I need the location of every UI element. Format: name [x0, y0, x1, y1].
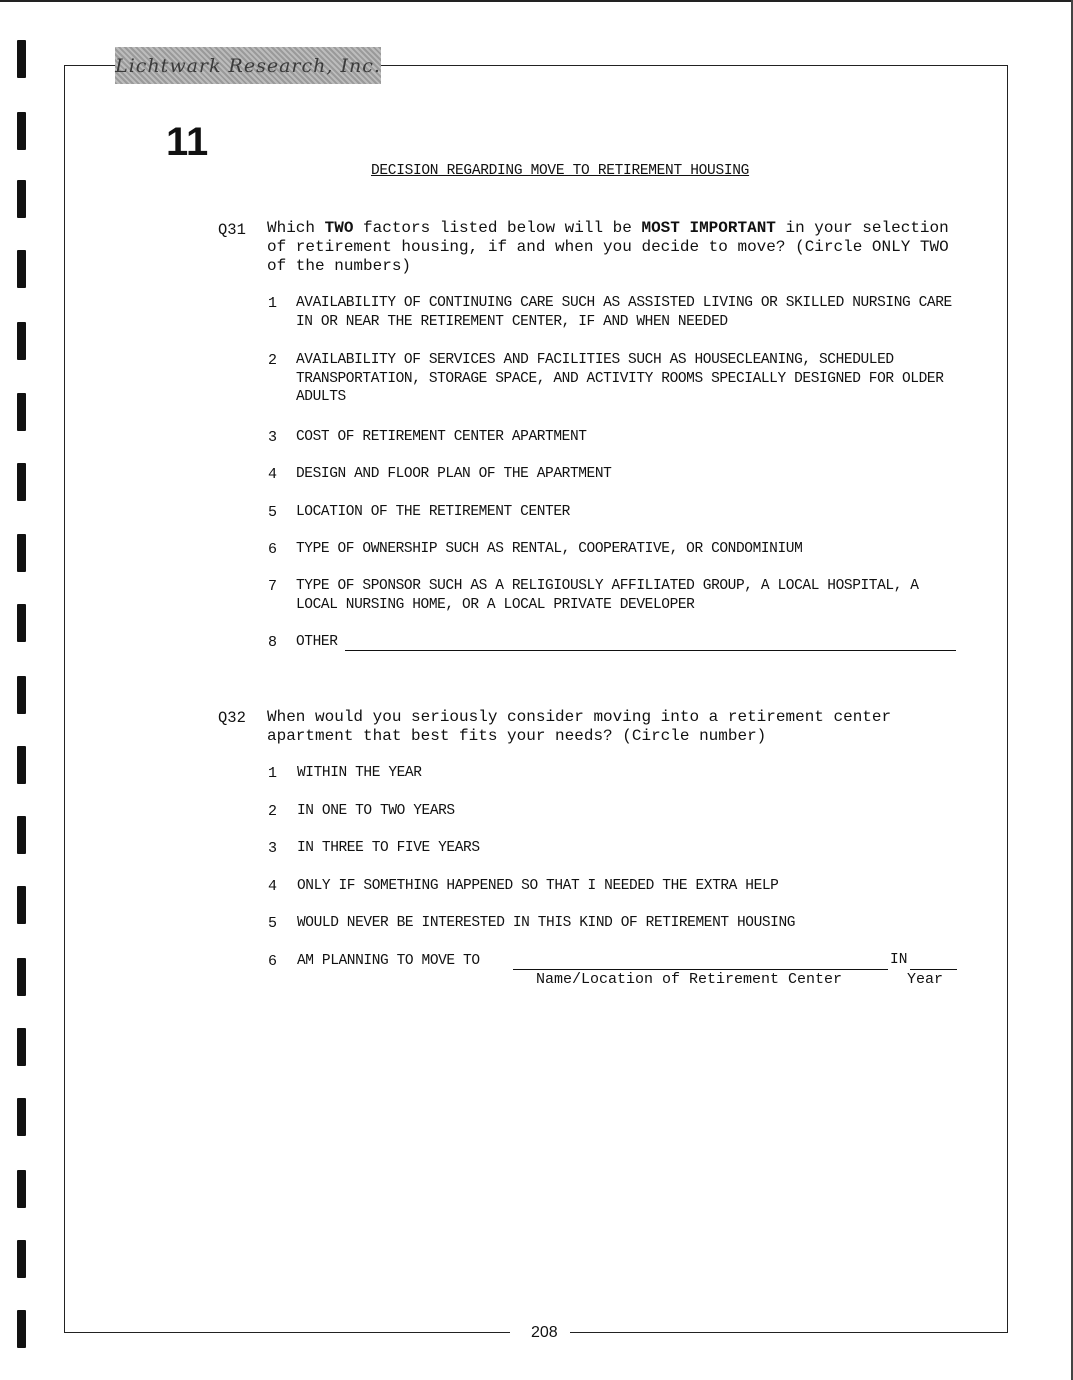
option-text: TYPE OF OWNERSHIP SUCH AS RENTAL, COOPERATIVE, OR CONDOMINIUM	[296, 541, 803, 557]
option-text: OTHER	[296, 634, 338, 650]
question-number: Q31	[218, 221, 246, 239]
binding-mark	[17, 886, 26, 924]
binding-mark	[17, 1028, 26, 1066]
option-number[interactable]: 2	[268, 803, 278, 820]
question-text-part: Which	[267, 219, 325, 237]
retirement-center-write-in-line[interactable]	[513, 969, 888, 970]
company-logo	[115, 47, 381, 84]
option-text: TYPE OF SPONSOR SUCH AS A RELIGIOUSLY AFFILIATED GROUP, A LOCAL HOSPITAL, A LOCAL NURSING HOME, OR A LOCAL PRIVATE DEVELOPER	[296, 578, 919, 613]
option-number[interactable]: 5	[268, 915, 278, 932]
binding-mark	[17, 322, 26, 360]
binding-mark	[17, 393, 26, 431]
option-number[interactable]: 2	[268, 352, 278, 369]
option-number[interactable]: 4	[268, 466, 278, 483]
binding-mark	[17, 463, 26, 501]
binding-mark	[17, 40, 26, 78]
option-number[interactable]: 8	[268, 634, 278, 651]
binding-mark	[17, 1170, 26, 1208]
option-number[interactable]: 1	[268, 295, 278, 312]
question-emphasis: TWO	[324, 219, 354, 237]
option-text: ONLY IF SOMETHING HAPPENED SO THAT I NEEDED THE EXTRA HELP	[297, 878, 779, 894]
option-text: DESIGN AND FLOOR PLAN OF THE APARTMENT	[296, 466, 612, 482]
option-text: WOULD NEVER BE INTERESTED IN THIS KIND OF RETIREMENT HOUSING	[297, 915, 796, 931]
option-text: AVAILABILITY OF SERVICES AND FACILITIES SUCH AS HOUSECLEANING, SCHEDULED TRANSPORTATION, STORAGE SPACE, AND ACTIVITY ROOMS SPECIALLY DESIGNED FOR OLDER ADULTS	[296, 352, 944, 405]
option-text: AM PLANNING TO MOVE TO	[297, 953, 480, 969]
question-text-part: factors listed below will be	[353, 219, 642, 237]
binding-mark	[17, 250, 26, 288]
year-write-in-line[interactable]	[910, 969, 957, 970]
binding-mark	[17, 816, 26, 854]
question-emphasis: MOST IMPORTANT	[641, 219, 776, 237]
binding-mark	[17, 604, 26, 642]
binding-mark	[17, 180, 26, 218]
page-edge-top	[0, 0, 1073, 2]
option-text: IN THREE TO FIVE YEARS	[297, 840, 480, 856]
retirement-center-caption: Name/Location of Retirement Center	[536, 971, 843, 988]
option-text: COST OF RETIREMENT CENTER APARTMENT	[296, 429, 587, 445]
question-text-part: in your selection of retirement housing, if and when you decide to move? (Circle ONLY TWO of the numbers)	[267, 219, 949, 275]
option-text: IN ONE TO TWO YEARS	[297, 803, 455, 819]
question-text: When would you seriously consider moving into a retirement center apartment that best fits your needs? (Circle number)	[267, 708, 892, 745]
option-number[interactable]: 3	[268, 840, 278, 857]
question-number: Q32	[218, 709, 246, 727]
section-title: DECISION REGARDING MOVE TO RETIREMENT HOUSING	[371, 163, 750, 179]
page-number: 208	[531, 1324, 558, 1341]
option-text: LOCATION OF THE RETIREMENT CENTER	[296, 504, 570, 520]
option-number[interactable]: 4	[268, 878, 278, 895]
option-number[interactable]: 5	[268, 504, 278, 521]
year-caption: Year	[907, 971, 944, 988]
option-number[interactable]: 6	[268, 953, 278, 970]
in-label: IN	[890, 952, 908, 968]
question-text	[267, 219, 963, 276]
binding-mark	[17, 1310, 26, 1348]
binding-mark	[17, 1098, 26, 1136]
other-write-in-line[interactable]	[345, 650, 956, 651]
option-number[interactable]: 7	[268, 578, 278, 595]
section-number: 11	[166, 120, 209, 164]
binding-mark	[17, 746, 26, 784]
binding-mark	[17, 534, 26, 572]
option-number[interactable]: 3	[268, 429, 278, 446]
binding-mark	[17, 676, 26, 714]
option-text: WITHIN THE YEAR	[297, 765, 422, 781]
option-text: AVAILABILITY OF CONTINUING CARE SUCH AS ASSISTED LIVING OR SKILLED NURSING CARE IN OR NEAR THE RETIREMENT CENTER, IF AND WHEN NEEDED	[296, 295, 952, 330]
logo-text: Lichtwark Research, Inc.	[115, 54, 381, 77]
option-number[interactable]: 6	[268, 541, 278, 558]
binding-mark	[17, 112, 26, 150]
option-number[interactable]: 1	[268, 765, 278, 782]
binding-mark	[17, 958, 26, 996]
binding-mark	[17, 1240, 26, 1278]
